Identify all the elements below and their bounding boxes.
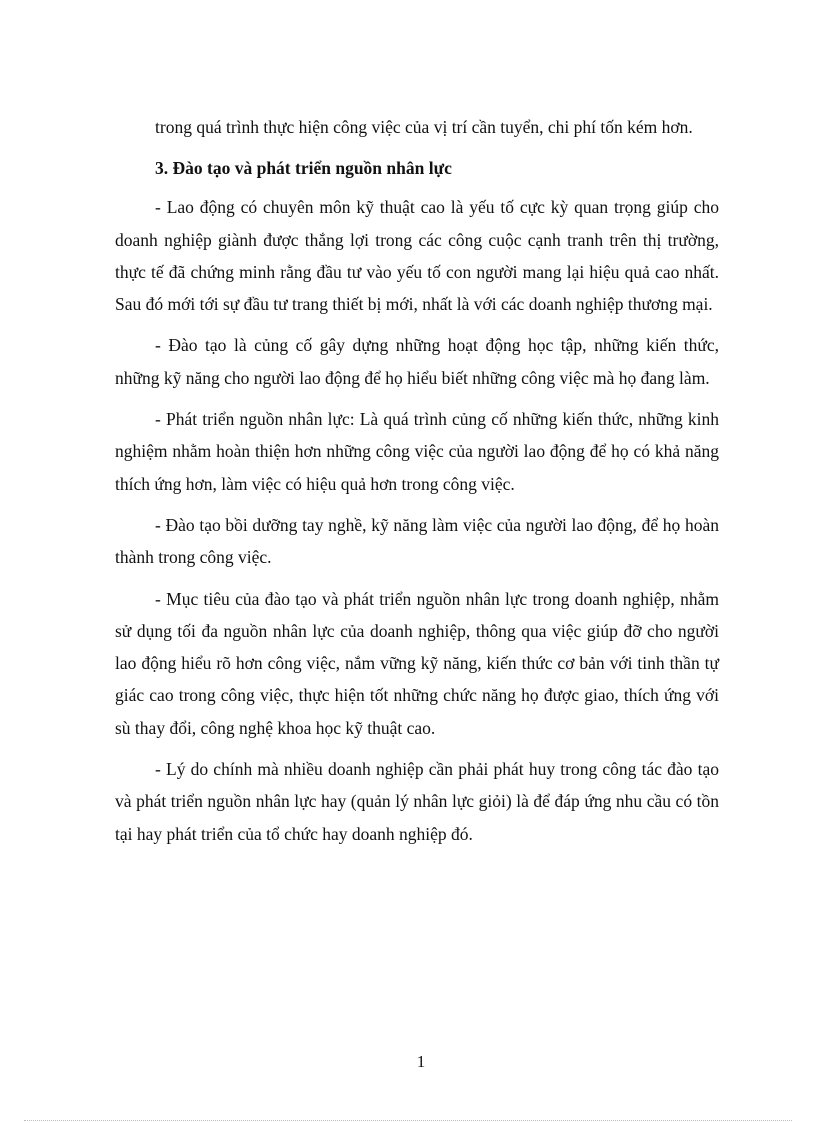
- body-paragraph: - Mục tiêu của đào tạo và phát triển nguồn nhân lực trong doanh nghiệp, nhằm sử dụng tối đa nguồn nhân lực của doanh nghiệp, thông qua việc giúp đỡ cho người lao động hiểu rõ hơn công việc, nắm vững kỹ năng, kiến thức cơ bản với tinh thần tự giác cao trong công việc, thực hiện tốt những chức năng họ được giao, thích ứng với sù thay đổi, công nghệ khoa học kỹ thuật cao.: [115, 588, 719, 738]
- page-bottom-divider: [24, 1120, 792, 1121]
- document-body: [115, 111, 719, 859]
- body-paragraph: - Đào tạo bồi dưỡng tay nghề, kỹ năng làm việc của người lao động, để họ hoàn thành trong công việc.: [115, 514, 719, 568]
- body-paragraph: - Lao động có chuyên môn kỹ thuật cao là yếu tố cực kỳ quan trọng giúp cho doanh nghiệp giành được thắng lợi trong các công cuộc cạnh tranh trên thị trường, thực tế đã chứng minh rằng đầu tư vào yếu tố con người mang lại hiệu quả cao nhất. Sau đó mới tới sự đầu tư trang thiết bị mới, nhất là với các doanh nghiệp thương mại.: [115, 197, 719, 315]
- section-heading: 3. Đào tạo và phát triển nguồn nhân lực: [155, 158, 452, 179]
- continued-paragraph: trong quá trình thực hiện công việc của vị trí cần tuyển, chi phí tốn kém hơn.: [155, 117, 693, 137]
- page-number: 1: [416, 1052, 426, 1071]
- body-paragraph: - Lý do chính mà nhiều doanh nghiệp cần phải phát huy trong công tác đào tạo và phát triển nguồn nhân lực hay (quản lý nhân lực giỏi) là để đáp ứng nhu cầu có tồn tại hay phát triển của tổ chức hay doanh nghiệp đó.: [115, 759, 719, 844]
- body-paragraph: - Đào tạo là củng cố gây dựng những hoạt động học tập, những kiến thức, những kỹ năng cho người lao động để họ hiểu biết những công việc mà họ đang làm.: [115, 335, 719, 388]
- body-paragraph: - Phát triển nguồn nhân lực: Là quá trình củng cố những kiến thức, những kinh nghiệm nhằm hoàn thiện hơn những công việc của người lao động để họ có khả năng thích ứng hơn, làm việc có hiệu quả hơn trong công việc.: [115, 409, 719, 494]
